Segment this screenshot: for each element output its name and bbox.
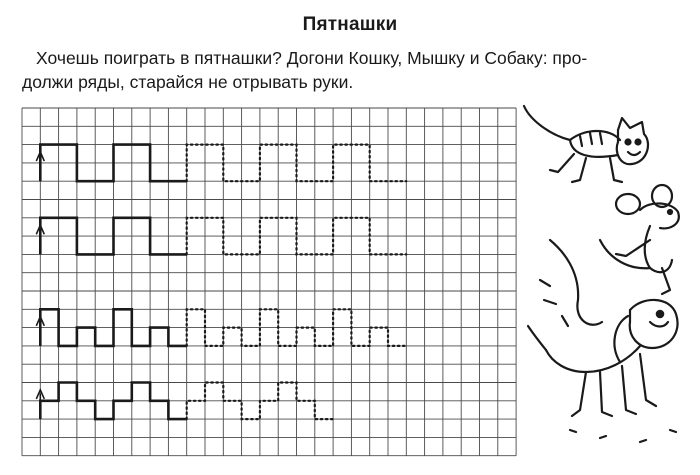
animal-illustration xyxy=(510,100,700,460)
cat-drawing xyxy=(524,106,648,182)
mouse-drawing xyxy=(540,185,679,326)
pattern-rows xyxy=(36,145,406,420)
page-title: Пятнашки xyxy=(302,14,398,35)
instruction-line-2: должи ряды, старайся не отрывать руки. xyxy=(22,72,354,92)
instruction-line-1: Хочешь поиграть в пятнашки? Догони Кошку, Мышку и Собаку: про- xyxy=(36,48,588,68)
